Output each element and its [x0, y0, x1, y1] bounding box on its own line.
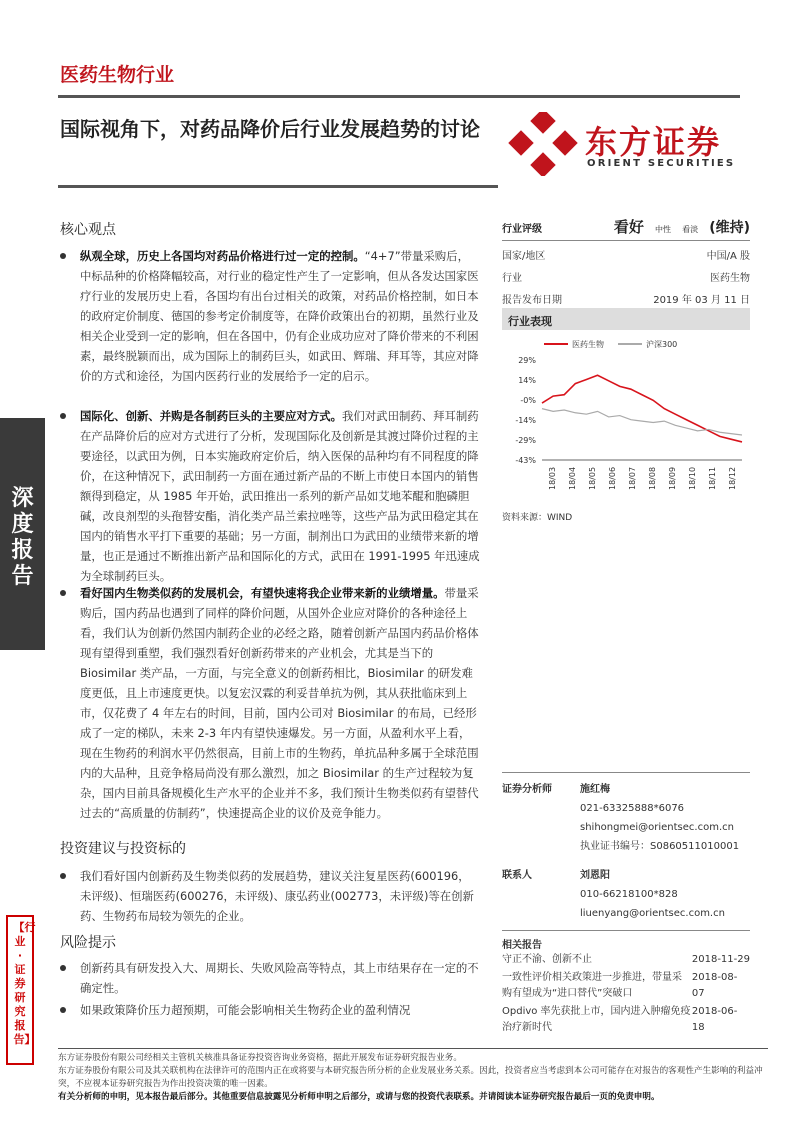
risk-point-1: 创新药具有研发投入大、周期长、失败风险高等特点，其上市结果存在一定的不确定性。	[60, 958, 480, 998]
x-tick-label: 18/11	[708, 466, 717, 490]
sidebar-report-type	[0, 418, 45, 650]
series-line-csi300	[542, 409, 742, 435]
rating-value: 看好	[613, 218, 644, 236]
analyst-info	[580, 780, 739, 856]
rating-block	[502, 216, 750, 310]
contact-name: 刘恩阳	[580, 870, 610, 881]
x-tick-label: 18/05	[588, 466, 597, 490]
y-tick-label: -0%	[520, 396, 536, 405]
related-item[interactable]: Opdivo 率先获批上市，国内进入肿瘤免疫治疗新时代 2018-06-18	[502, 1006, 738, 1033]
related-list	[502, 952, 750, 1036]
invest-heading: 投资建议与投资标的	[60, 841, 186, 857]
x-tick-label: 18/12	[728, 466, 737, 490]
y-tick-label: -14%	[515, 416, 536, 425]
performance-heading: 行业表现	[502, 308, 750, 330]
analyst-cert: 执业证书编号：S0860511010001	[580, 841, 740, 852]
x-tick-label: 18/09	[668, 466, 677, 490]
footer-disclaimer: 东方证券股份有限公司经相关主管机关核准具备证券投资咨询业务资格，据此开展发布证券研究报告业务。 东方证券股份有限公司及其关联机构在法律许可的范围内正在或将要与本研究报告所分析的企业发展业务关系。因此，投资者应当考虑到本公司可能存在对报告的客观性产生影响的利益冲突，不应视本证券研究报告为作出投资决策的唯一因素。 有关分析师的申明，见本报告最后部分。其他重要信息披露见分析师申明之后部分，或请与您的投资代表联系。并请阅读本证券研究报告最后一页的免责申明。	[58, 1053, 763, 1102]
rating-row: 报告发布日期 2019 年 03 月 11 日	[502, 287, 750, 310]
y-tick-label: -29%	[515, 436, 536, 445]
related-item[interactable]: 一致性评价相关政策进一步推进，带量采购有望成为“进口替代”突破口 2018-08-07	[502, 972, 738, 999]
rating-row: 国家/地区 中国/A 股	[502, 251, 750, 262]
x-tick-label: 18/03	[548, 466, 557, 490]
industry-title: 医药生物行业	[60, 64, 175, 86]
invest-point: 我们看好国内创新药及生物类似药的发展趋势，建议关注复星医药(600196，未评级)、恒瑞医药(600276，未评级)、康弘药业(002773，未评级)等在创新药、生物药布局较为领先的企业。	[60, 866, 480, 926]
legend-label-pharma: 医药生物	[572, 340, 604, 349]
x-tick-label: 18/07	[628, 466, 637, 490]
contact-info	[580, 866, 725, 923]
analyst-phone: 021-63325888*6076	[580, 803, 685, 814]
report-type-label: 深度报告	[11, 486, 34, 589]
y-tick-label: 29%	[518, 356, 536, 365]
orient-logo-icon	[508, 112, 578, 176]
contact-phone: 010-66218100*828	[580, 889, 678, 900]
analyst-divider	[502, 772, 750, 773]
report-category-tag: 【行业·证券研究报告】	[6, 915, 34, 1065]
core-point-2: 国际化、创新、并购是各制药巨头的主要应对方式。我们对武田制药、拜耳制药在产品降价后的应对方式进行了分析，发现国际化及创新是其渡过降价过程的主要途径，以武田为例，日本实施政府定价后，纳入医保的品种均有不同程度的降价，在这种情况下，武田制药一方面在通过新产品的不断上市使日本国内的销售额得到稳定，从 1985 年开始，武田推出一系列的新产品如艾地苯醌和胞磷胆碱，改良剂型的头孢替安酯，消化类产品兰索拉唑等，这些产品为武田稳定其在国内的销售水平打下重要的基础；另一方面，制剂出口为武田的业绩带来新的增量，也正是通过不断推出新产品和国际化的方式，武田在 1991-1995 年迅速成为全球制药巨头。	[60, 406, 480, 586]
legend-label-csi300: 沪深300	[646, 340, 678, 349]
x-tick-label: 18/10	[688, 466, 697, 490]
contact-email[interactable]: liuenyang@orientsec.com.cn	[580, 908, 725, 919]
x-tick-label: 18/08	[648, 466, 657, 490]
rating-option-negative: 看淡	[682, 225, 699, 234]
related-heading: 相关报告	[502, 940, 542, 951]
logo-text: 东方证券	[585, 123, 722, 161]
logo-subtext: ORIENT SECURITIES	[587, 158, 736, 169]
analyst-email[interactable]: shihongmei@orientsec.com.cn	[580, 822, 734, 833]
x-tick-label: 18/06	[608, 466, 617, 490]
rating-row: 行业 医药生物	[502, 273, 750, 284]
core-heading: 核心观点	[60, 222, 116, 238]
analyst-name: 施红梅	[580, 784, 610, 795]
title-divider	[58, 185, 498, 188]
core-point-1: 纵观全球，历史上各国均对药品价格进行过一定的控制。“4+7”带量采购后，中标品种的价格降幅较高，对行业的稳定性产生了一定影响，但从各发达国家医疗行业的发展历史上看，各国均有出台过相关的政策，对药品价格控制，如日本的政府定价制度、德国的参考定价制度等，在降价政策出台的初期，虽然行业及相关企业受到一定的影响，但在各国中，仍有企业成功应对了降价带来的不利困素，最终脱颖而出，成为国际上的制药巨头，如武田、辉瑞、拜耳等，其应对降价的方式和途径，为国内医药行业的发展给予一定的启示。	[60, 246, 480, 386]
performance-chart	[502, 334, 750, 494]
x-tick-label: 18/04	[568, 466, 577, 490]
header-divider	[58, 95, 740, 98]
report-title: 国际视角下，对药品降价后行业发展趋势的讨论	[60, 117, 480, 141]
rating-label: 行业评级	[502, 224, 542, 235]
y-tick-label: -43%	[515, 456, 536, 465]
related-item[interactable]: 守正不渝、创新不止 2018-11-29	[502, 954, 750, 965]
contact-label: 联系人	[502, 870, 532, 881]
related-divider	[502, 930, 750, 931]
chart-source: 资料来源：WIND	[502, 513, 573, 523]
footer-divider	[58, 1048, 768, 1049]
rating-keep: (维持)	[709, 220, 750, 236]
risk-point-2: 如果政策降价压力超预期，可能会影响相关生物药企业的盈利情况	[60, 1000, 480, 1020]
y-tick-label: 14%	[518, 376, 536, 385]
series-line-pharma	[542, 375, 742, 442]
rating-option-neutral: 中性	[655, 225, 672, 234]
risk-heading: 风险提示	[60, 935, 116, 951]
analyst-label: 证券分析师	[502, 784, 552, 795]
chart-legend	[544, 339, 677, 349]
core-point-3: 看好国内生物类似药的发展机会，有望快速将我企业带来新的业绩增量。带量采购后，国内药品也遇到了同样的降价问题，从国外企业应对降价的各种途径上看，我们认为创新仍然国内制药企业的必经之路，随着创新产品国内药品价格体现有望得到重塑，我们强烈看好创新药带来的产业机会，尤其是当下的 Biosimilar 类产品，一方面，与完全意义的创新药相比，Biosimilar 的研发难度更低，且上市速度更快。以复宏汉霖的利妥昔单抗为例，其从获批临床到上市，仅花费了 4 年左右的时间，目前，国内公司对 Biosimilar 的布局，已经形成了一定的梯队，未来 2-3 年内有望快速爆发。另一方面，从盈利水平上看，现在生物药的利润水平仍然很高，目前上市的生物药，单抗品种多属于全球范围内的大品种，且竞争格局尚没有那么激烈，加之 Biosimilar 的生产过程较为复杂，国内目前具备规模化生产水平的企业并不多，我们预计生物类似药有望替代过去的“高质量的仿制药”，快速提高企业的议价及竞争能力。	[60, 583, 480, 823]
